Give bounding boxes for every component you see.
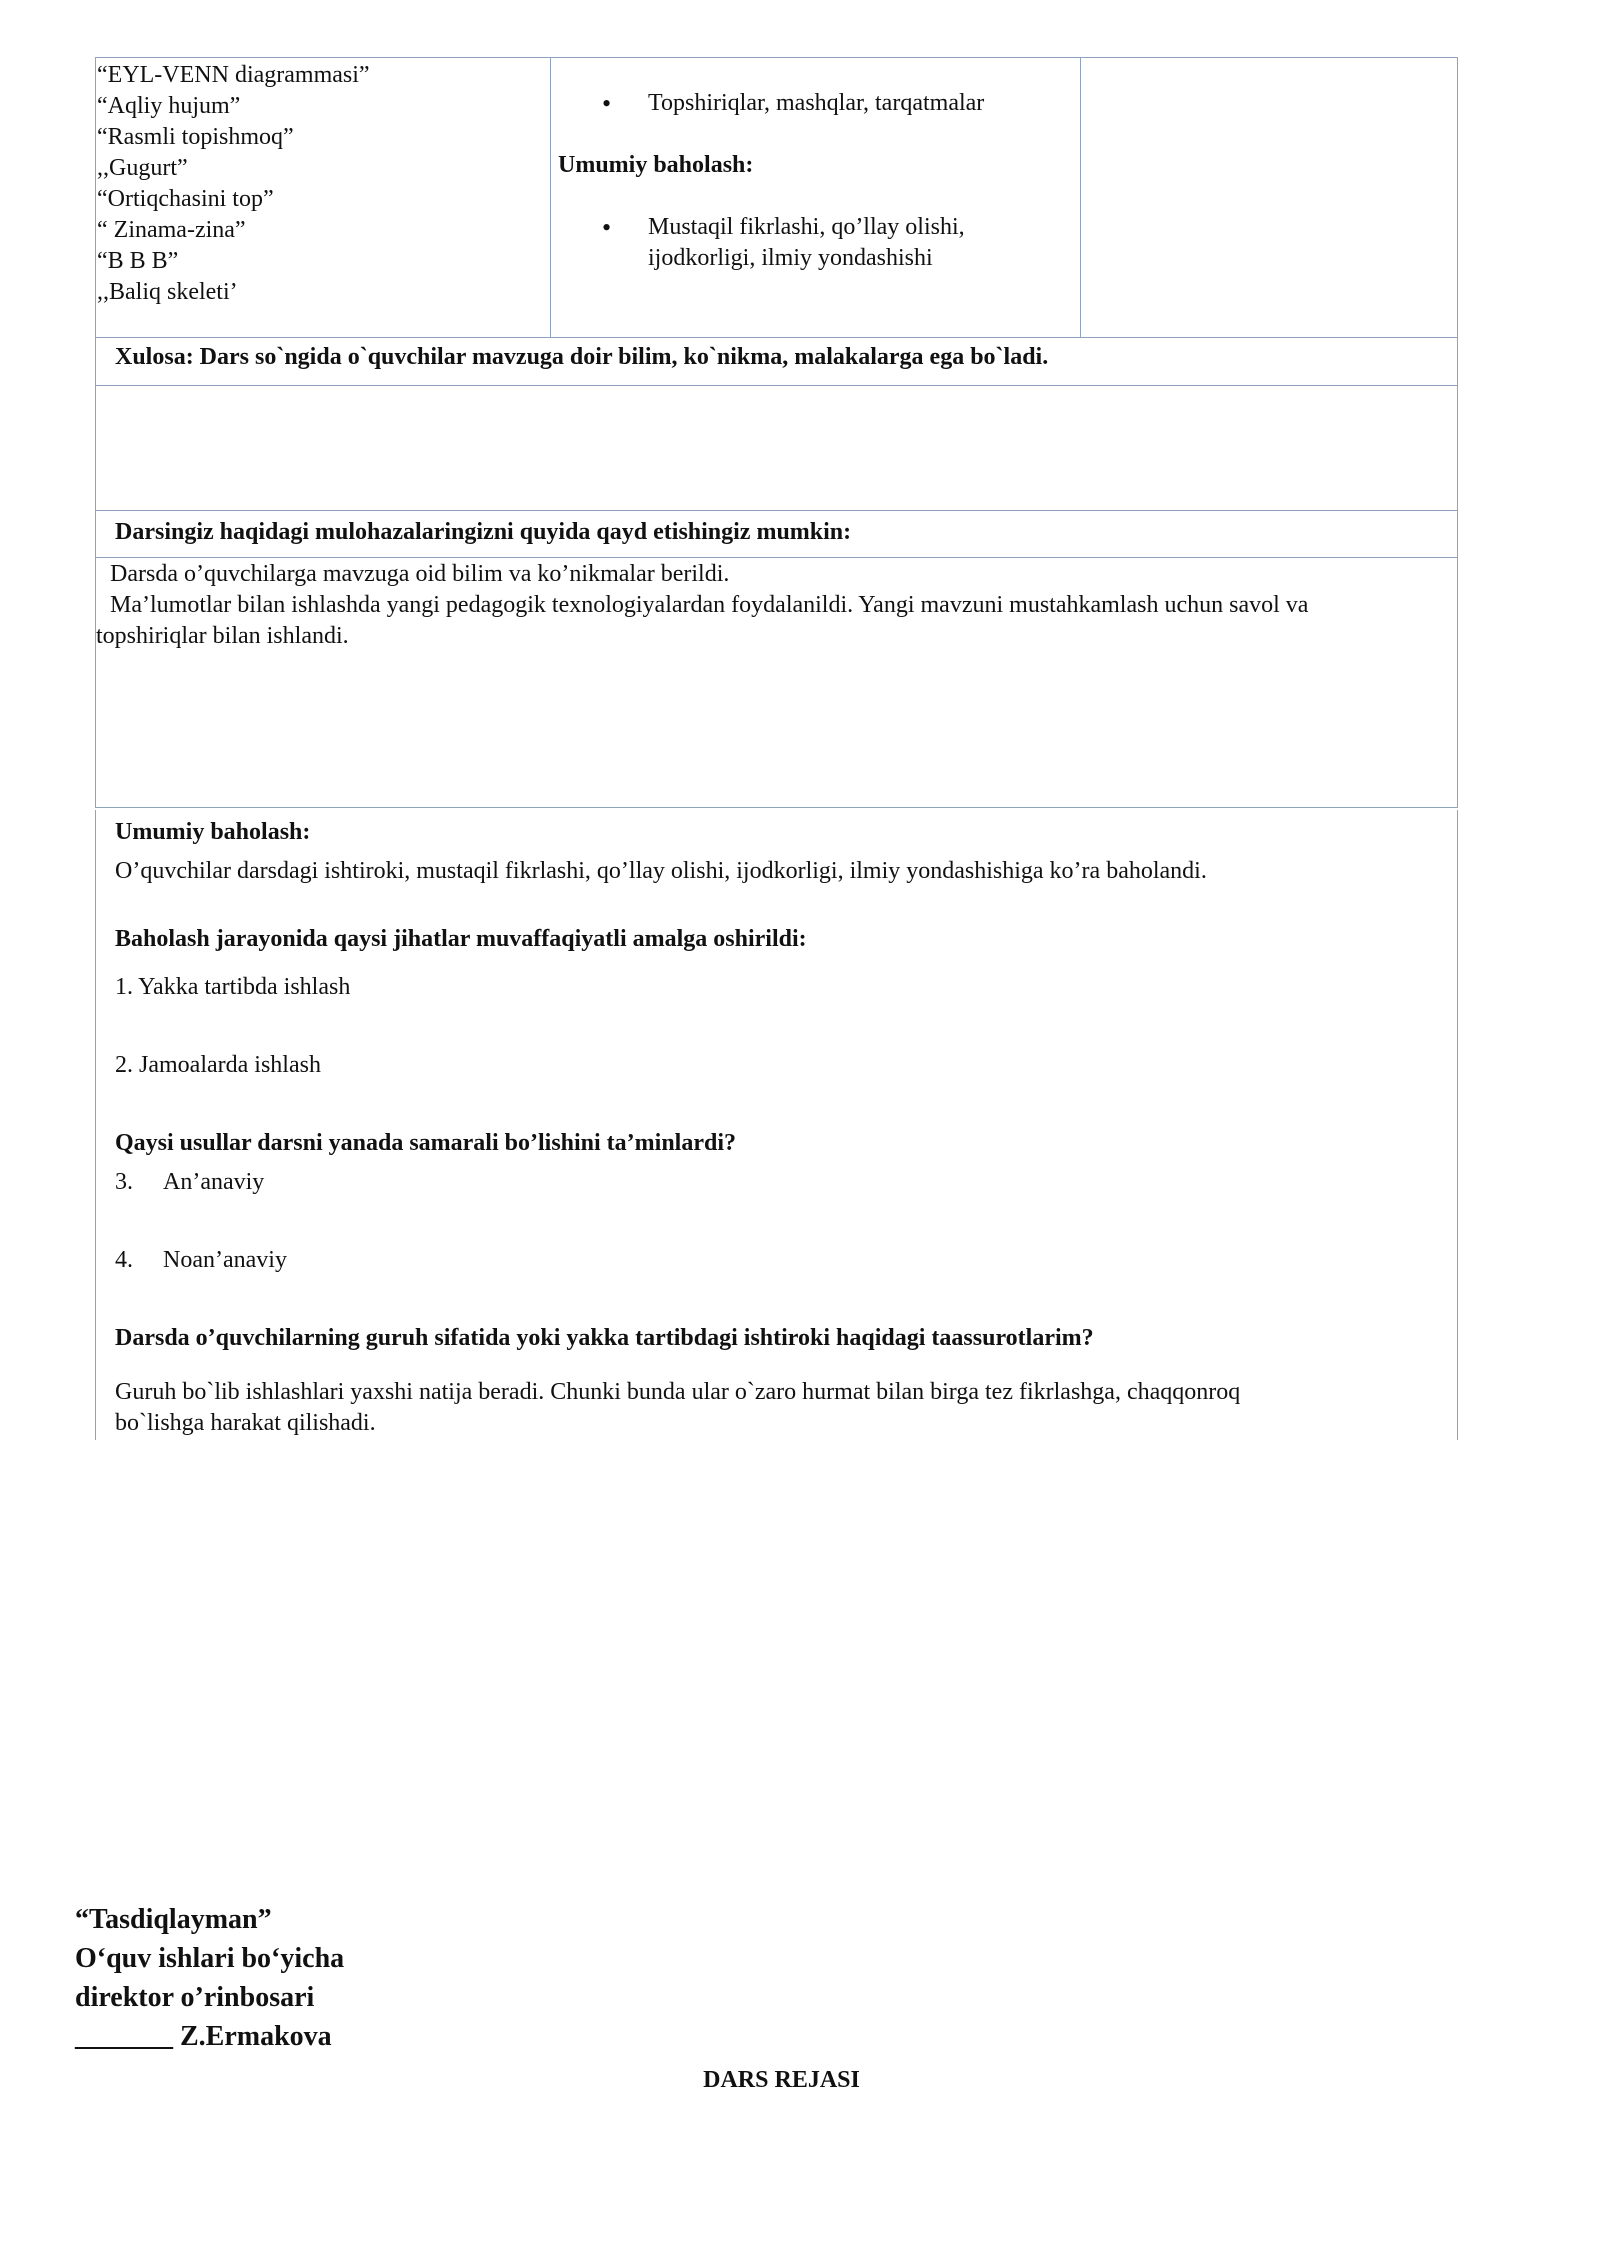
notes-body [96, 557, 1457, 807]
method-item: “Rasmli topishmoq” [97, 124, 294, 150]
empty-row [96, 385, 1457, 510]
bullet-text-line: ijodkorligi, ilmiy yondashishi [648, 245, 933, 271]
notes-line: Darsda o’quvchilarga mavzuga oid bilim va ko’nikmalar berildi. [110, 561, 730, 587]
notes-heading: Darsingiz haqidagi mulohazalaringizni quyida qayd etishingiz mumkin: [96, 510, 1457, 557]
question-3: Darsda o’quvchilarning guruh sifatida yoki yakka tartibdagi ishtiroki haqidagi taassurotlarim? [115, 1325, 1094, 1351]
evaluation-heading: Umumiy baholash: [115, 819, 311, 845]
methods-cell [96, 58, 550, 337]
list-number: 3. [115, 1169, 133, 1195]
resources-cell [550, 58, 1080, 337]
method-item: “Ortiqchasini top” [97, 186, 274, 212]
lesson-table [95, 57, 1458, 808]
notes-line: Ma’lumotlar bilan ishlashda yangi pedagogik texnologiyalardan foydalanildi. Yangi mavzuni mustahkamlash uchun savol va [110, 592, 1309, 618]
list-number: 4. [115, 1247, 133, 1273]
question-2: Qaysi usullar darsni yanada samarali bo’lishini ta’minlardi? [115, 1130, 737, 1156]
answer-2: 2. Jamoalarda ishlash [115, 1052, 321, 1078]
document-title: DARS REJASI [703, 2067, 860, 2093]
answer-1: 1. Yakka tartibda ishlash [115, 974, 351, 1000]
bullet-item [558, 212, 1080, 274]
methods-row [96, 58, 1457, 337]
approval-signature: _______ Z.Ermakova [75, 2021, 332, 2052]
approval-line: direktor o’rinbosari [75, 1982, 315, 2013]
notes-line: topshiriqlar bilan ishlandi. [96, 623, 349, 649]
method-item: “Aqliy hujum” [97, 93, 241, 119]
approval-line: O‘quv ishlari bo‘yicha [75, 1943, 345, 1974]
bullet-text-line: • Mustaqil fikrlashi, qo’llay olishi, [648, 214, 965, 240]
answer-5-line: bo`lishga harakat qilishadi. [115, 1410, 376, 1436]
question-1: Baholash jarayonida qaysi jihatlar muvaffaqiyatli amalga oshirildi: [115, 926, 807, 952]
empty-cell [1080, 58, 1457, 337]
list-text: An’anaviy [163, 1169, 265, 1195]
answer-4 [115, 1245, 287, 1276]
approval-line: “Tasdiqlayman” [75, 1904, 272, 1935]
approval-block [75, 1900, 344, 2056]
conclusion-row: Xulosa: Dars so`ngida o`quvchilar mavzuga doir bilim, ko`nikma, malakalarga ega bo`ladi. [96, 337, 1457, 385]
method-item: ,,Baliq skeleti’ [97, 279, 238, 305]
method-item: “B B B” [97, 248, 179, 274]
answer-3 [115, 1167, 264, 1198]
evaluation-text: O’quvchilar darsdagi ishtiroki, mustaqil fikrlashi, qo’llay olishi, ijodkorligi, ilmiy yondashishiga ko’ra baholandi. [115, 858, 1207, 884]
answer-5-line: Guruh bo`lib ishlashlari yaxshi natija beradi. Chunki bunda ular o`zaro hurmat bilan birga tez fikrlashga, chaqqonroq [115, 1379, 1241, 1405]
method-item: “ Zinama-zina” [97, 217, 246, 243]
method-item: “EYL-VENN diagrammasi” [97, 62, 370, 88]
assessment-label: Umumiy baholash: [558, 152, 754, 178]
bullet-item: • Topshiriqlar, mashqlar, tarqatmalar [558, 88, 1080, 119]
method-item: ,,Gugurt” [97, 155, 188, 181]
evaluation-section [95, 810, 1458, 1440]
list-text: Noan’anaviy [163, 1247, 287, 1273]
